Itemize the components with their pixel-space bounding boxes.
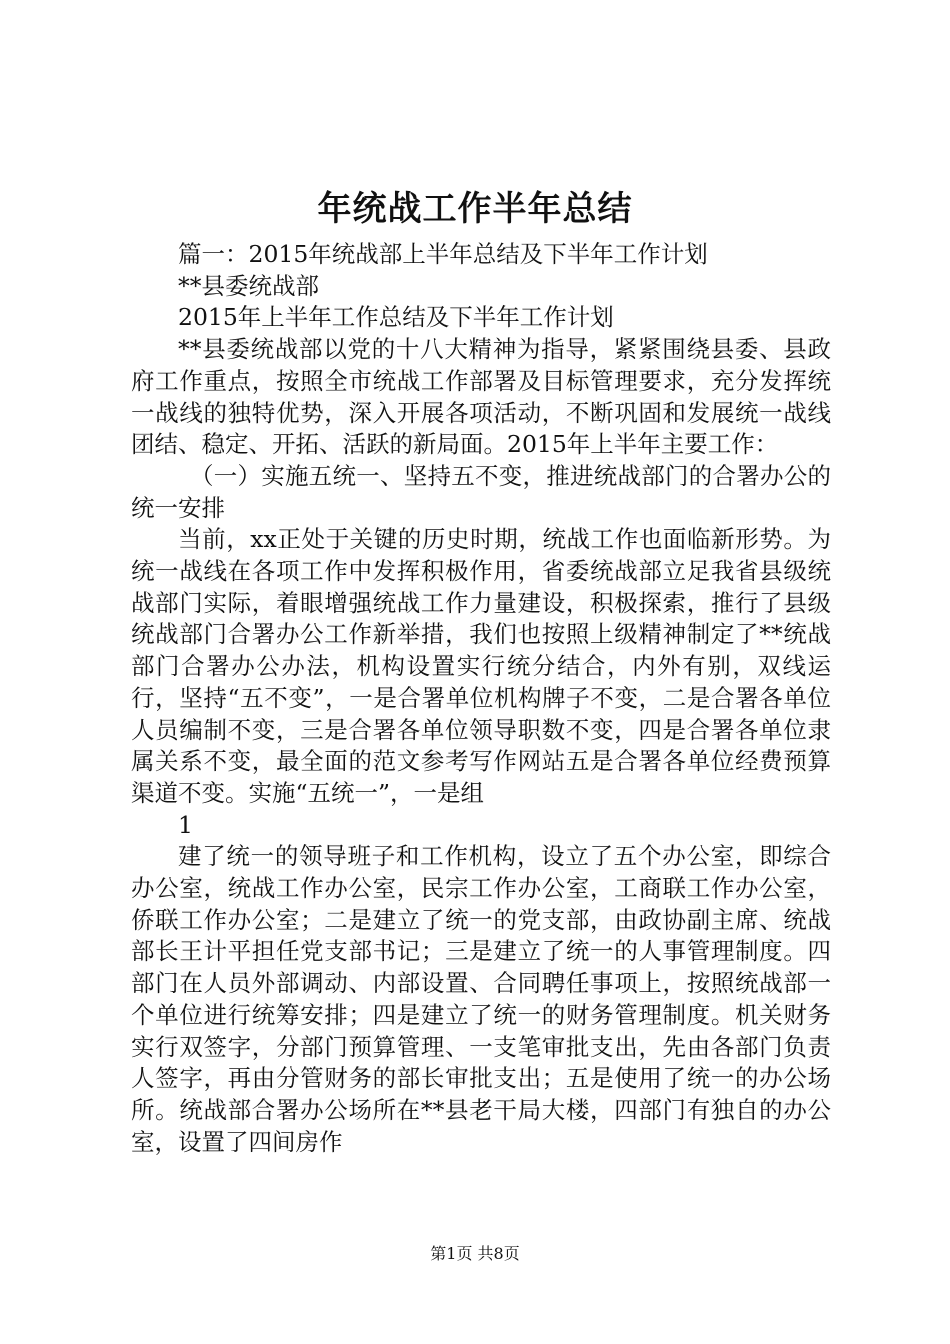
document-title: 年统战工作半年总结 <box>317 189 633 229</box>
subsection-heading: （一）实施五统一、坚持五不变，推进统战部门的合署办公的统一安排 <box>131 461 831 522</box>
section-heading: 篇一：2015年统战部上半年总结及下半年工作计划 <box>178 240 708 268</box>
document-body <box>131 239 831 1158</box>
inline-page-marker: 1 <box>178 810 193 839</box>
body-paragraph: 建了统一的领导班子和工作机构，设立了五个办公室，即综合办公室，统战工作办公室，民宗工作办公室，工商联工作办公室，侨联工作办公室；二是建立了统一的党支部，由政协副主席、统战部长王计平担任党支部书记；三是建立了统一的人事管理制度。四部门在人员外部调动、内部设置、合同聘任事项上，按照统战部一个单位进行统筹安排；四是建立了统一的财务管理制度。机关财务实行双签字，分部门预算管理、一支笔审批支出，先由各部门负责人签字，再由分管财务的部长审批支出；五是使用了统一的办公场所。统战部合署办公场所在**县老干局大楼，四部门有独自的办公室，设置了四间房作 <box>131 842 831 1156</box>
organization-name: **县委统战部 <box>178 271 319 300</box>
page-footer: 第1页 共8页 <box>430 1244 520 1263</box>
body-paragraph: 当前，xx正处于关键的历史时期，统战工作也面临新形势。为统一战线在各项工作中发挥积极作用，省委统战部立足我省县级统战部门实际，着眼增强统战工作力量建设，积极探索，推行了县级统战部门合署办公工作新举措，我们也按照上级精神制定了**统战部门合署办公办法，机构设置实行统分结合，内外有别，双线运行，坚持“五不变”，一是合署单位机构牌子不变，二是合署各单位人员编制不变，三是合署各单位领导职数不变，四是合署各单位隶属关系不变，最全面的范文参考写作网站五是合署各单位经费预算渠道不变。实施“五统一”，一是组 <box>131 525 831 807</box>
intro-paragraph: **县委统战部以党的十八大精神为指导，紧紧围绕县委、县政府工作重点，按照全市统战工作部署及目标管理要求，充分发挥统一战线的独特优势，深入开展各项活动，不断巩固和发展统一战线团结、稳定、开拓、活跃的新局面。2015年上半年主要工作： <box>131 335 831 459</box>
report-subtitle: 2015年上半年工作总结及下半年工作计划 <box>178 303 614 332</box>
